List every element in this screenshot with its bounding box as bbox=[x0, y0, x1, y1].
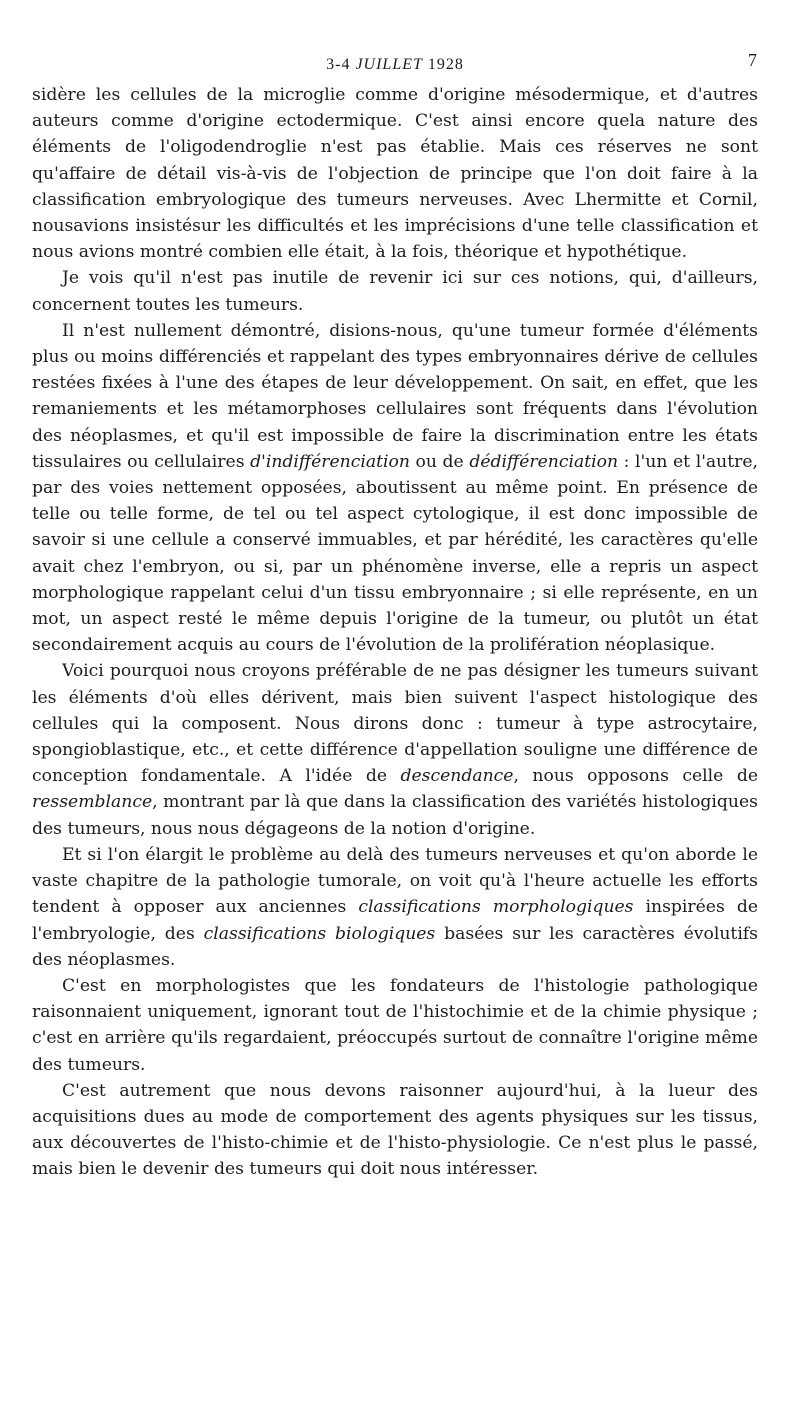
italic-term: descendance bbox=[400, 766, 514, 787]
body-text bbox=[32, 82, 758, 1183]
text-run: Voici pourquoi nous croyons préférable de ne pas désigner les tumeurs suivant les éléments d'où elles dérivent, mais bien suivent l'aspect histologique des cellules qui la composent. Nous dirons donc : tumeur à type astrocytaire, spongioblastique, etc., et cette différence d'appellation souligne une différence de conception fondamentale. A l'idée de bbox=[32, 661, 758, 787]
month: JUILLET bbox=[355, 56, 423, 73]
paragraph bbox=[32, 658, 758, 841]
italic-term: classifications biologiques bbox=[203, 923, 436, 944]
italic-term: ressemblance bbox=[32, 792, 153, 813]
paragraph bbox=[32, 318, 758, 659]
text-run: : l'un et l'autre, par des voies nettement opposées, aboutissent au même point. En présence de telle ou telle forme, de tel ou tel aspect cytologique, il est donc impossible de savoir si une cellule a conservé immuables, et par hérédité, les caractères qu'elle avait chez l'embryon, ou si, par un phénomène inverse, elle a repris un aspect morphologique rappelant celui d'un tissu embryonnaire ; si elle représente, en un mot, un aspect resté le même depuis l'origine de la tumeur, ou plutôt un état secondairement acquis au cours de l'évolution de la prolifération néoplasique. bbox=[32, 451, 758, 656]
italic-term: dédifférenciation bbox=[469, 451, 619, 472]
paragraph bbox=[32, 82, 758, 265]
italic-term: classifications morphologiques bbox=[358, 897, 634, 918]
text-run: sidère les cellules de la microglie comme d'origine mésodermique, et d'autres auteurs comme d'origine ectodermique. C'est ainsi encore quela nature des éléments de l'oligodendroglie n'est pas établie. Mais ces réserves ne sont qu'affaire de détail vis-à-vis de l'objection de principe que l'on doit faire à la classification embryologique des tumeurs nerveuses. Avec Lhermitte et Cornil, nousavions insistésur les difficultés et les imprécisions d'une telle classification et nous avions montré combien elle était, à la fois, théorique et hypothétique. bbox=[32, 85, 758, 263]
text-run: ou de bbox=[409, 451, 470, 472]
text-run: Il n'est nullement démontré, disions-nous, qu'une tumeur formée d'éléments plus ou moins différenciés et rappelant des types embryonnaires dérive de cellules restées fixées à l'une des étapes de leur développement. On sait, en effet, que les remaniements et les métamorphoses cellulaires sont fréquents dans l'évolution des néoplasmes, et qu'il est impossible de faire la discrimination entre les états tissulaires ou cellulaires bbox=[32, 320, 758, 472]
paragraph bbox=[32, 973, 758, 1078]
text-run: C'est autrement que nous devons raisonner aujourd'hui, à la lueur des acquisitions dues au mode de comportement des agents physiques sur les tissus, aux découvertes de l'histo-chimie et de l'histo-physiologie. Ce n'est plus le passé, mais bien le devenir des tumeurs qui doit nous intéresser. bbox=[32, 1080, 758, 1180]
italic-term: d'indifférenciation bbox=[250, 451, 410, 472]
text-run: , montrant par là que dans la classification des variétés histologiques des tumeurs, nous nous dégageons de la notion d'origine. bbox=[32, 792, 758, 839]
text-run: C'est en morphologistes que les fondateurs de l'histologie pathologique raisonnaient uniquement, ignorant tout de l'histochimie et de la chimie physique ; c'est en arrière qu'ils regardaient, préoccupés surtout de connaître l'origine même des tumeurs. bbox=[32, 975, 758, 1075]
year: 1928 bbox=[422, 56, 464, 73]
text-run: basées sur les caractères évolutifs des néoplasmes. bbox=[32, 923, 758, 970]
text-run: Je vois qu'il n'est pas inutile de revenir ici sur ces notions, qui, d'ailleurs, concernent toutes les tumeurs. bbox=[32, 268, 758, 315]
text-run: inspirées de l'embryologie, des bbox=[32, 897, 758, 944]
running-head-date bbox=[32, 56, 758, 74]
running-head bbox=[32, 48, 758, 82]
page-number: 7 bbox=[748, 50, 758, 70]
paragraph bbox=[32, 1078, 758, 1183]
document-page bbox=[32, 48, 758, 1183]
paragraph bbox=[32, 265, 758, 317]
text-run: Et si l'on élargit le problème au delà des tumeurs nerveuses et qu'on aborde le vaste chapitre de la pathologie tumorale, on voit qu'à l'heure actuelle les efforts tendent à opposer aux anciennes bbox=[32, 844, 758, 918]
paragraph bbox=[32, 842, 758, 973]
text-run: , nous opposons celle de bbox=[513, 766, 758, 787]
date-prefix: 3-4 bbox=[326, 56, 356, 73]
